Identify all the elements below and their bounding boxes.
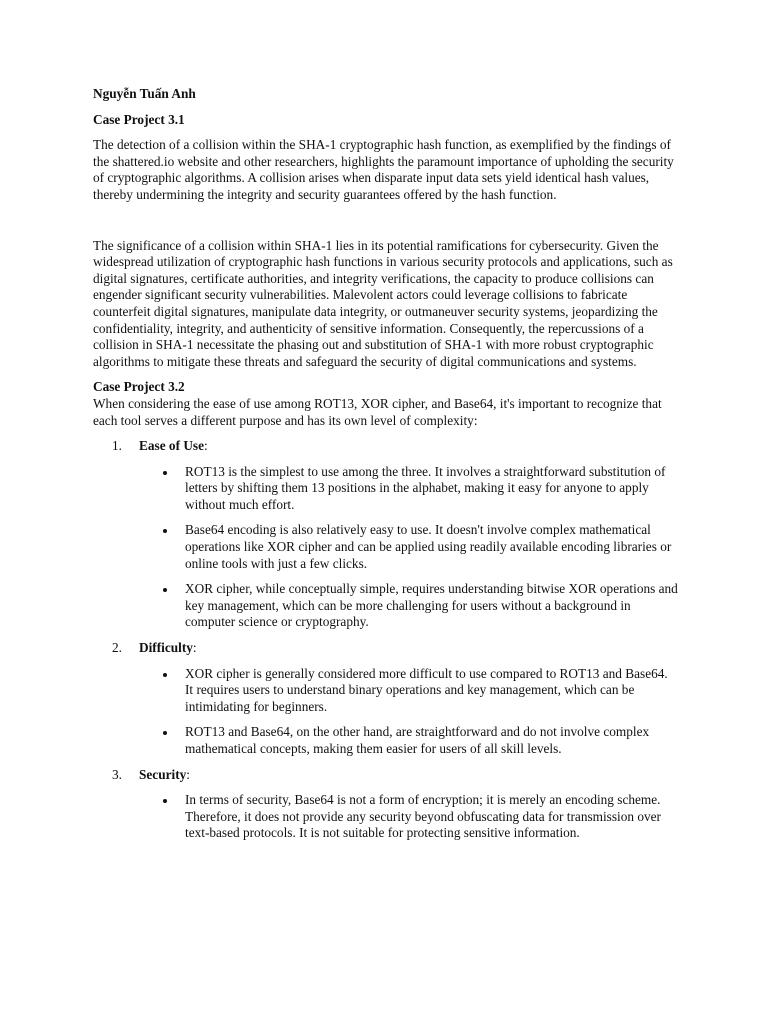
bullet-list: [93, 666, 678, 758]
bullet-item: In terms of security, Base64 is not a form of encryption; it is merely an encoding scheme. Therefore, it does not provide any security beyond obfuscating data for transmission over text-based protocols. It is not suitable for protecting sensitive information.: [93, 792, 678, 842]
bullet-item: XOR cipher, while conceptually simple, requires understanding bitwise XOR operations and key management, which can be more challenging for users without a background in computer science or cryptography.: [93, 581, 678, 631]
case-3-2-intro: When considering the ease of use among ROT13, XOR cipher, and Base64, it's important to recognize that each tool serves a different purpose and has its own level of complexity:: [93, 395, 662, 428]
bullet-item: ROT13 and Base64, on the other hand, are straightforward and do not involve complex mathematical concepts, making them easier for users of all skill levels.: [93, 724, 678, 757]
bullet-dot-icon: [93, 522, 185, 572]
bullet-item: ROT13 is the simplest to use among the three. It involves a straightforward substitution of letters by shifting them 13 positions in the alphabet, making it easy for anyone to apply without much effort.: [93, 464, 678, 514]
numbered-list: [93, 438, 678, 842]
list-item-security: 3. Security: In terms of security, Base64 is not a form of encryption; it is merely an encoding scheme. Therefore, it does not provide any security beyond obfuscating data for transmission over text-based protocols. It is not suitable for protecting sensitive information.: [93, 767, 678, 842]
list-number: 1.: [112, 438, 122, 454]
bullet-dot-icon: [93, 464, 185, 514]
case-project-3-2-heading: Case Project 3.2: [93, 379, 185, 395]
section-title: Ease of Use: [139, 438, 204, 454]
bullet-list: [93, 792, 678, 842]
case-3-1-paragraph-1: The detection of a collision within the SHA-1 cryptographic hash function, as exemplified by the findings of the shattered.io website and other researchers, highlights the paramount importance of upholding the security of cryptographic algorithms. A collision arises when disparate input data sets yield identical hash values, thereby undermining the integrity and security guarantees offered by the hash function.: [93, 137, 674, 202]
bullet-dot-icon: [93, 792, 185, 842]
document-page: [93, 86, 678, 851]
list-number: 2.: [112, 640, 122, 656]
bullet-dot-icon: [93, 581, 185, 631]
section-title: Security: [139, 766, 187, 782]
list-item-ease-of-use: 1. Ease of Use: ROT13 is the simplest to use among the three. It involves a straightforward substitution of letters by shifting them 13 positions in the alphabet, making it easy for anyone to apply without much effort. Base64 encoding is also relatively easy to use. It doesn't involve complex mathematical operations like XOR cipher and can be applied using readily available encoding libraries or online tools with just a few clicks. XOR cipher, while conceptually simple, requires understanding bitwise XOR operations and key management, which can be more challenging for users without a background in computer science or cryptography.: [93, 438, 678, 631]
author-name: Nguyễn Tuấn Anh: [93, 86, 196, 101]
bullet-list: [93, 464, 678, 631]
case-3-1-paragraph-2: The significance of a collision within SHA-1 lies in its potential ramifications for cybersecurity. Given the widespread utilization of cryptographic hash functions in various security protocols and applications, such as digital signatures, certificate authorities, and integrity verifications, the capacity to produce collisions can engender significant security vulnerabilities. Malevolent actors could leverage collisions to fabricate counterfeit digital signatures, manipulate data integrity, or outmaneuver security systems, jeopardizing the confidentiality, integrity, and authenticity of sensitive information. Consequently, the repercussions of a collision in SHA-1 necessitate the phasing out and substitution of SHA-1 with more robust cryptographic algorithms to mitigate these threats and safeguard the security of digital communications and systems.: [93, 237, 673, 369]
bullet-dot-icon: [93, 666, 185, 716]
list-item-difficulty: 2. Difficulty: XOR cipher is generally considered more difficult to use compared to ROT13 and Base64. It requires users to understand binary operations and key management, which can be intimidating for beginners. ROT13 and Base64, on the other hand, are straightforward and do not involve complex mathematical concepts, making them easier for users of all skill levels.: [93, 640, 678, 758]
case-project-3-1-heading: Case Project 3.1: [93, 111, 185, 127]
section-title: Difficulty: [139, 640, 193, 656]
bullet-dot-icon: [93, 724, 185, 757]
bullet-item: XOR cipher is generally considered more difficult to use compared to ROT13 and Base64. It requires users to understand binary operations and key management, which can be intimidating for beginners.: [93, 666, 678, 716]
bullet-item: Base64 encoding is also relatively easy to use. It doesn't involve complex mathematical operations like XOR cipher and can be applied using readily available encoding libraries or online tools with just a few clicks.: [93, 522, 678, 572]
list-number: 3.: [112, 766, 122, 782]
